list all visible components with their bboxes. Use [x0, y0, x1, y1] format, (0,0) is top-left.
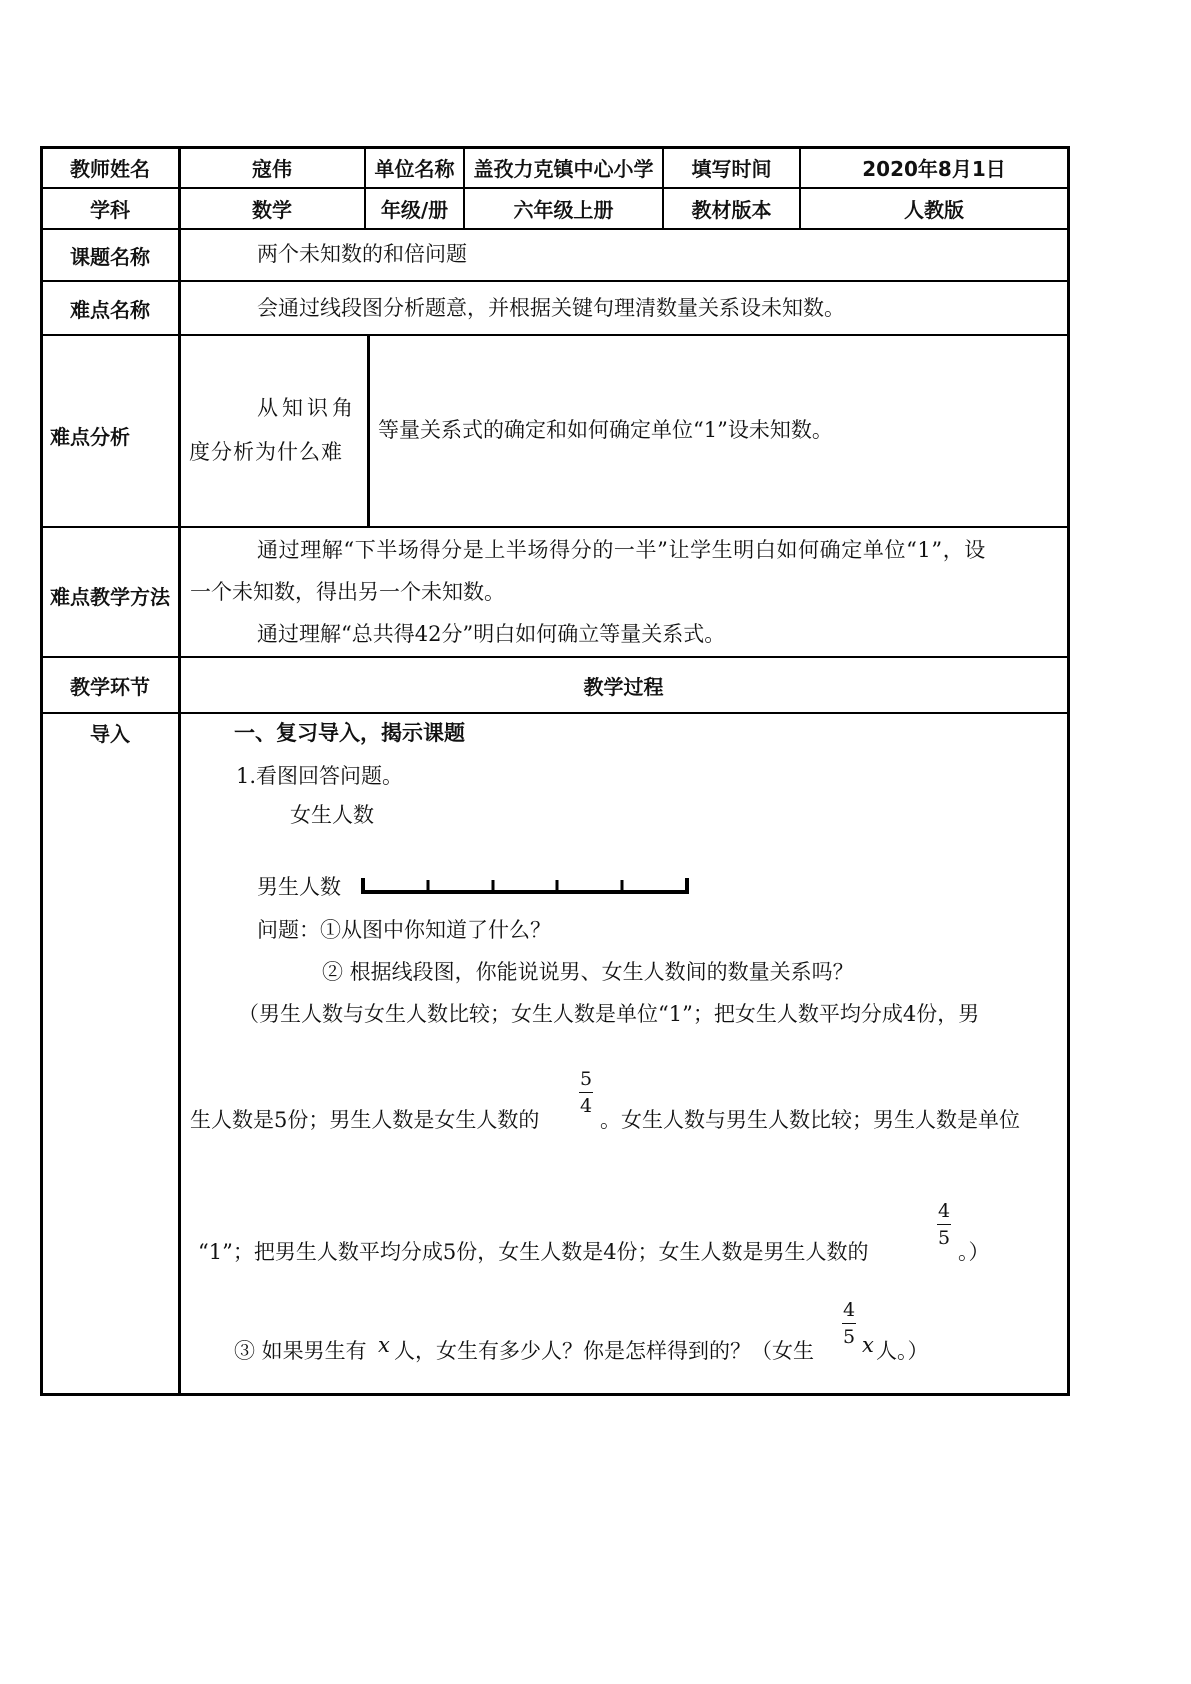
method-label: 难点教学方法 [50, 585, 170, 609]
fraction-bar [842, 1323, 856, 1324]
unit-name-value: 盖孜力克镇中心小学 [473, 157, 654, 181]
fraction-denominator: 5 [937, 1227, 951, 1249]
question-relation: ② 根据线段图，你能说说男、女生人数间的数量关系吗？ [322, 960, 854, 984]
question-3b: 人，女生有多少人？你是怎样得到的？（女生 [394, 1339, 814, 1363]
topic-label: 课题名称 [70, 244, 150, 269]
answer-line-2a: 生人数是5份；男生人数是女生人数的 [190, 1108, 540, 1132]
difficulty-value: 会通过线段图分析题意，并根据关键句理清数量关系设未知数。 [257, 296, 845, 320]
teaching-stage-label: 教学环节 [70, 674, 150, 699]
fill-date-label: 填写时间 [691, 157, 772, 181]
question-3-variable: x [378, 1333, 390, 1357]
answer-line-2b: 。女生人数与男生人数比较；男生人数是单位 [600, 1108, 1020, 1132]
edition-label: 教材版本 [691, 198, 772, 222]
fraction-bar [937, 1224, 951, 1225]
grade-label: 年级/册 [380, 198, 449, 222]
answer-line-3b: 。） [958, 1240, 990, 1264]
boys-count-label: 男生人数 [257, 875, 341, 899]
teacher-name-label: 教师姓名 [70, 157, 150, 181]
teaching-process-label: 教学过程 [583, 674, 664, 699]
analysis-sub-label-line1: 从知识角 [257, 396, 357, 420]
question-what-know: 问题：①从图中你知道了什么？ [257, 918, 551, 942]
fraction-four-fifths [937, 1200, 951, 1249]
subject-value: 数学 [252, 198, 292, 222]
fraction-bar [579, 1092, 593, 1093]
method-line1: 通过理解“下半场得分是上半场得分的一半”让学生明白如何确定单位“1”，设 [257, 538, 986, 562]
fraction-denominator: 5 [842, 1326, 856, 1348]
question-3a: ③ 如果男生有 [234, 1339, 367, 1363]
fraction-numerator: 4 [937, 1200, 951, 1222]
method-line3: 通过理解“总共得42分”明白如何确立等量关系式。 [257, 622, 726, 646]
fraction-denominator: 4 [579, 1095, 593, 1117]
fraction-four-fifths-x [842, 1299, 856, 1348]
fill-date-value: 2020年8月1日 [862, 157, 1006, 181]
boys-segment-diagram [361, 876, 689, 896]
question-3c: 人。） [876, 1339, 929, 1363]
answer-line-3a: “1”；把男生人数平均分成5份，女生人数是4份；女生人数是男生人数的 [198, 1240, 869, 1264]
analysis-value: 等量关系式的确定和如何确定单位“1”设未知数。 [378, 418, 833, 442]
intro-label: 导入 [90, 722, 130, 746]
analysis-sub-label-line2: 度分析为什么难 [189, 440, 343, 464]
question-3-variable-2: x [862, 1333, 874, 1357]
fraction-numerator: 4 [842, 1299, 856, 1321]
girls-count-label: 女生人数 [290, 803, 374, 827]
grade-value: 六年级上册 [513, 198, 614, 222]
topic-value: 两个未知数的和倍问题 [257, 242, 467, 266]
analysis-label: 难点分析 [50, 425, 130, 449]
teacher-name-value: 寇伟 [252, 157, 292, 181]
subject-label: 学科 [90, 198, 130, 222]
answer-line-1: （男生人数与女生人数比较；女生人数是单位“1”；把女生人数平均分成4份，男 [238, 1002, 980, 1026]
method-line2: 一个未知数，得出另一个未知数。 [190, 580, 505, 604]
unit-name-label: 单位名称 [374, 157, 455, 181]
fraction-five-fourths [579, 1068, 593, 1117]
edition-value: 人教版 [904, 198, 964, 222]
fraction-numerator: 5 [579, 1068, 593, 1090]
intro-heading: 一、复习导入，揭示课题 [234, 721, 465, 745]
difficulty-label: 难点名称 [70, 297, 150, 322]
intro-question-1: 1.看图回答问题。 [236, 764, 404, 788]
